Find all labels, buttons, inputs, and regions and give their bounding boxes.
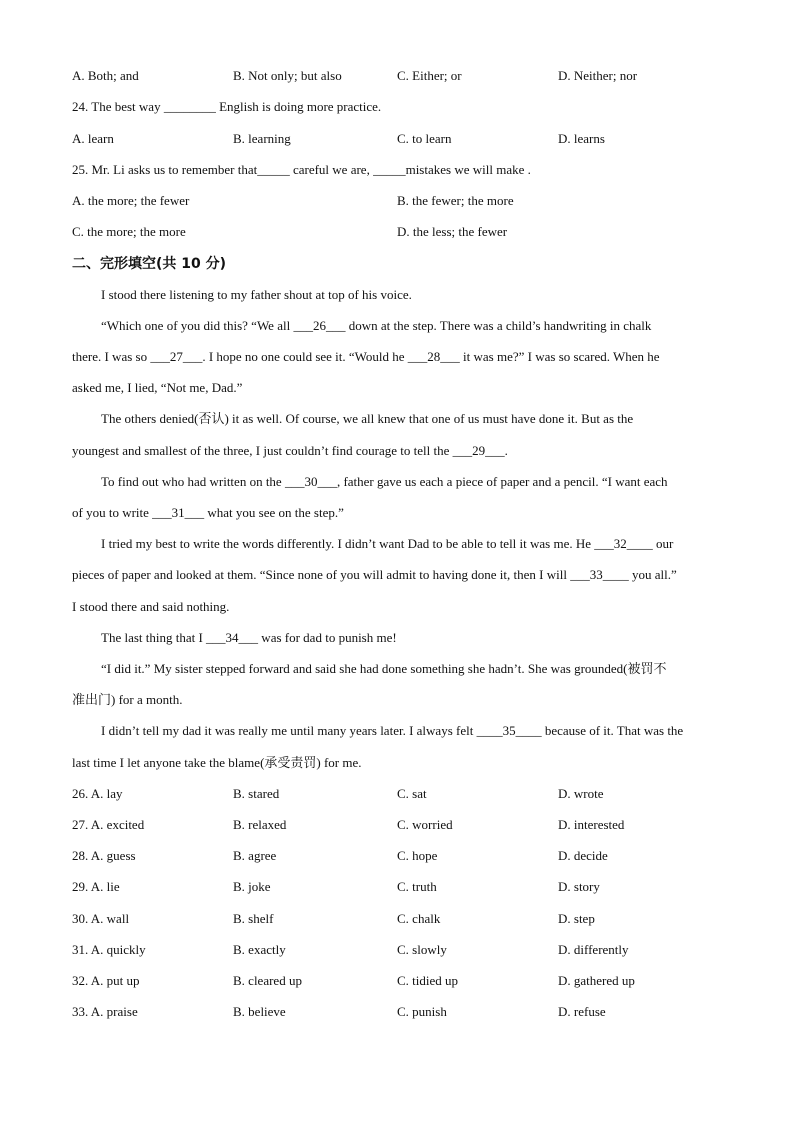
q25-option-c: C. the more; the more bbox=[72, 224, 186, 239]
choice-33-c: C. punish bbox=[397, 1004, 447, 1019]
choice-29-a: 29. A. lie bbox=[72, 879, 120, 894]
choice-27-b: B. relaxed bbox=[233, 817, 287, 832]
q25-option-d: D. the less; the fewer bbox=[397, 224, 508, 239]
passage-line: I stood there and said nothing. bbox=[72, 599, 230, 614]
passage-line: To find out who had written on the ___30___, father gave us each a piece of paper and a pencil. “I want each bbox=[101, 474, 668, 489]
passage-line: 准出门) for a month. bbox=[72, 692, 183, 707]
choice-32-c: C. tidied up bbox=[397, 973, 459, 988]
passage-line: of you to write ___31___ what you see on the step.” bbox=[72, 505, 344, 520]
passage-line: “Which one of you did this? “We all ___26___ down at the step. There was a child’s handwriting in chalk bbox=[101, 318, 652, 333]
choice-27-d: D. interested bbox=[558, 817, 625, 832]
q24-option-b: B. learning bbox=[233, 131, 291, 146]
choice-26-a: 26. A. lay bbox=[72, 786, 123, 801]
q23-option-d: D. Neither; nor bbox=[558, 68, 638, 83]
passage-line: “I did it.” My sister stepped forward and said she had done something she hadn’t. She was grounded(被罚不 bbox=[101, 661, 667, 676]
choice-28-d: D. decide bbox=[558, 848, 608, 863]
passage-line: there. I was so ___27___. I hope no one could see it. “Would he ___28___ it was me?” I was so scared. When he bbox=[72, 349, 660, 364]
q25-option-a: A. the more; the fewer bbox=[72, 193, 190, 208]
q24-option-d: D. learns bbox=[558, 131, 605, 146]
choice-30-b: B. shelf bbox=[233, 911, 274, 926]
q24-stem: 24. The best way ________ English is doing more practice. bbox=[72, 99, 382, 114]
q25-option-b: B. the fewer; the more bbox=[397, 193, 514, 208]
choice-31-c: C. slowly bbox=[397, 942, 447, 957]
choice-33-d: D. refuse bbox=[558, 1004, 606, 1019]
choice-29-b: B. joke bbox=[233, 879, 271, 894]
q24-option-c: C. to learn bbox=[397, 131, 452, 146]
choice-26-d: D. wrote bbox=[558, 786, 604, 801]
choice-27-c: C. worried bbox=[397, 817, 453, 832]
choice-30-d: D. step bbox=[558, 911, 595, 926]
passage-line: I stood there listening to my father shout at top of his voice. bbox=[101, 287, 412, 302]
q23-option-c: C. Either; or bbox=[397, 68, 462, 83]
passage-line: pieces of paper and looked at them. “Since none of you will admit to having done it, then I will ___33____ you all.” bbox=[72, 567, 677, 582]
choice-30-c: C. chalk bbox=[397, 911, 441, 926]
choice-28-a: 28. A. guess bbox=[72, 848, 136, 863]
choice-29-d: D. story bbox=[558, 879, 600, 894]
passage-line: The others denied(否认) it as well. Of course, we all knew that one of us must have done it. But as the bbox=[101, 411, 634, 426]
choice-31-d: D. differently bbox=[558, 942, 629, 957]
choice-31-b: B. exactly bbox=[233, 942, 286, 957]
choice-32-b: B. cleared up bbox=[233, 973, 302, 988]
choice-29-c: C. truth bbox=[397, 879, 437, 894]
choice-31-a: 31. A. quickly bbox=[72, 942, 146, 957]
choice-33-b: B. believe bbox=[233, 1004, 286, 1019]
choice-33-a: 33. A. praise bbox=[72, 1004, 138, 1019]
section-title: 二、完形填空(共 10 分) bbox=[72, 256, 227, 272]
passage-line: I tried my best to write the words differently. I didn’t want Dad to be able to tell it was me. He ___32____ our bbox=[101, 536, 674, 551]
choice-32-a: 32. A. put up bbox=[72, 973, 140, 988]
q25-stem: 25. Mr. Li asks us to remember that_____ careful we are, _____mistakes we will make . bbox=[72, 162, 531, 177]
choice-27-a: 27. A. excited bbox=[72, 817, 145, 832]
choice-32-d: D. gathered up bbox=[558, 973, 635, 988]
passage-line: The last thing that I ___34___ was for dad to punish me! bbox=[101, 630, 397, 645]
choice-28-b: B. agree bbox=[233, 848, 277, 863]
passage-line: last time I let anyone take the blame(承受责罚) for me. bbox=[72, 755, 362, 770]
q24-option-a: A. learn bbox=[72, 131, 114, 146]
q23-option-b: B. Not only; but also bbox=[233, 68, 342, 83]
choice-28-c: C. hope bbox=[397, 848, 438, 863]
passage-line: asked me, I lied, “Not me, Dad.” bbox=[72, 380, 243, 395]
passage-line: I didn’t tell my dad it was really me until many years later. I always felt ____35____ because of it. That was the bbox=[101, 723, 684, 738]
q23-option-a: A. Both; and bbox=[72, 68, 139, 83]
choice-26-b: B. stared bbox=[233, 786, 280, 801]
choice-26-c: C. sat bbox=[397, 786, 427, 801]
passage-line: youngest and smallest of the three, I just couldn’t find courage to tell the ___29___. bbox=[72, 443, 508, 458]
choice-30-a: 30. A. wall bbox=[72, 911, 130, 926]
